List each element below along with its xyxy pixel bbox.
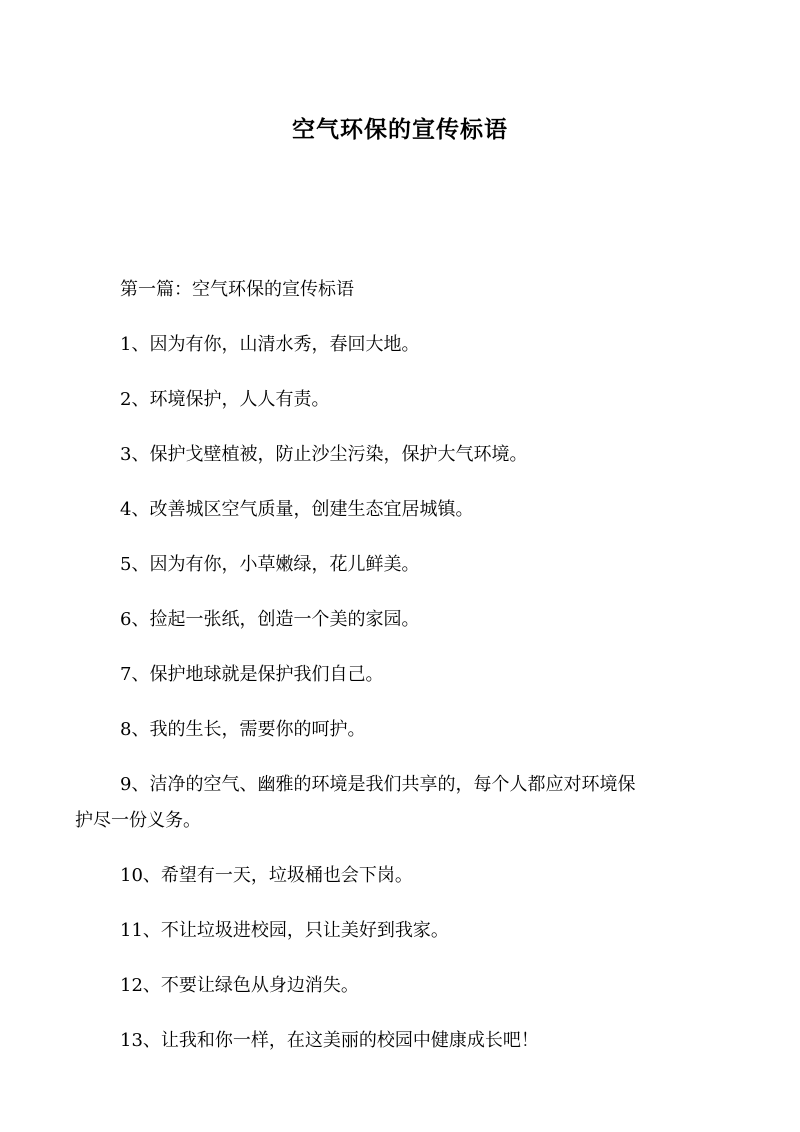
slogan-item: 3、保护戈壁植被，防止沙尘污染，保护大气环境。 bbox=[120, 444, 528, 465]
section-heading: 第一篇：空气环保的宣传标语 bbox=[120, 279, 354, 300]
document-body bbox=[75, 272, 740, 1078]
slogan-item: 7、保护地球就是保护我们自己。 bbox=[120, 664, 384, 685]
slogan-item: 4、改善城区空气质量，创建生态宜居城镇。 bbox=[120, 499, 474, 520]
slogan-item: 10、希望有一天，垃圾桶也会下岗。 bbox=[120, 865, 413, 886]
slogan-item: 13、让我和你一样，在这美丽的校园中健康成长吧！ bbox=[120, 1030, 539, 1051]
slogan-line-continuation: 护尽一份义务。 bbox=[75, 810, 201, 831]
slogan-item: 6、捡起一张纸，创造一个美的家园。 bbox=[120, 609, 420, 630]
document-title: 空气环保的宣传标语 bbox=[292, 117, 508, 143]
slogan-item: 1、因为有你，山清水秀，春回大地。 bbox=[120, 334, 420, 355]
slogan-item: 5、因为有你，小草嫩绿，花儿鲜美。 bbox=[120, 554, 420, 575]
slogan-line: 9、洁净的空气、幽雅的环境是我们共享的，每个人都应对环境保 bbox=[120, 774, 636, 795]
slogan-item: 8、我的生长，需要你的呵护。 bbox=[120, 719, 366, 740]
slogan-item: 12、不要让绿色从身边消失。 bbox=[120, 975, 359, 996]
slogan-item: 2、环境保护，人人有责。 bbox=[120, 389, 330, 410]
slogan-item-wrapped bbox=[75, 767, 740, 839]
slogan-item: 11、不让垃圾进校园，只让美好到我家。 bbox=[120, 920, 449, 941]
